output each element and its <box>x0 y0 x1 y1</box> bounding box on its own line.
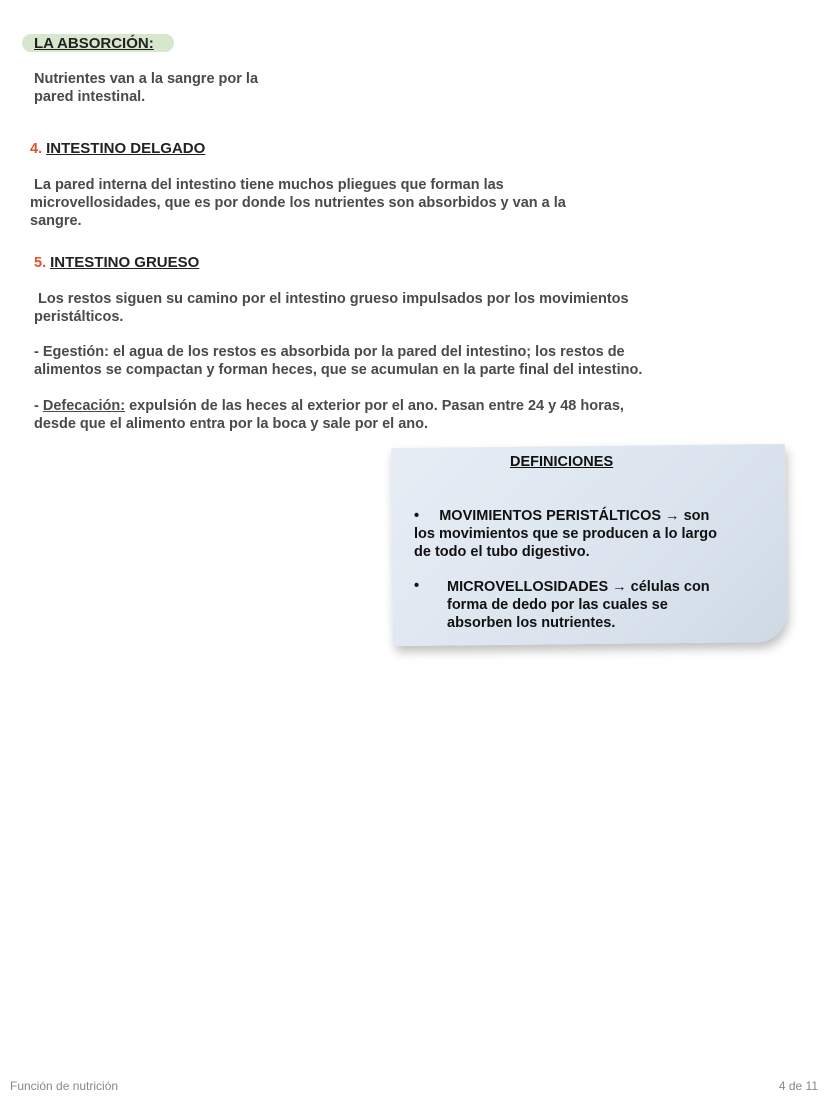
defecacion-text <box>34 397 624 433</box>
text-line: pared intestinal. <box>34 89 146 105</box>
egestion-text <box>34 343 642 379</box>
text-line: microvellosidades, que es por donde los nutrientes son absorbidos y van a la <box>30 195 566 211</box>
text-line: - Egestión: el agua de los restos es absorbida por la pared del intestino; los restos de <box>34 344 625 360</box>
section-number: 4. <box>30 141 43 157</box>
dash: - <box>34 398 43 414</box>
definition-item-2 <box>414 578 710 632</box>
page-number: 4 de 11 <box>778 1079 818 1093</box>
text-line <box>34 397 624 415</box>
absorcion-text <box>34 70 258 106</box>
text-line: forma de dedo por las cuales se <box>447 597 668 613</box>
delgado-heading <box>30 140 205 157</box>
definitions-title: DEFINICIONES <box>510 454 614 470</box>
text-line: alimentos se compactan y forman heces, que se acumulan en la parte final del intestino. <box>34 362 643 378</box>
text-line: peristálticos. <box>34 309 124 325</box>
text-line: La pared interna del intestino tiene muchos pliegues que forman las <box>34 177 504 193</box>
text-line: • MOVIMIENTOS PERISTÁLTICOS → son <box>414 508 710 524</box>
footer-title: Función de nutrición <box>10 1079 119 1093</box>
section-number: 5. <box>34 255 47 271</box>
absorcion-heading: LA ABSORCIÓN: <box>34 35 154 52</box>
text-line: de todo el tubo digestivo. <box>414 544 590 560</box>
delgado-text <box>30 176 566 230</box>
text-line: absorben los nutrientes. <box>447 615 616 631</box>
text-line: sangre. <box>30 213 82 229</box>
text-line: Nutrientes van a la sangre por la <box>34 71 259 87</box>
text-line: Los restos siguen su camino por el intestino grueso impulsados por los movimientos <box>38 291 629 307</box>
grueso-text <box>34 290 629 326</box>
grueso-heading <box>34 254 199 271</box>
section-title: INTESTINO DELGADO <box>46 140 206 157</box>
bullet: • <box>414 578 420 594</box>
text-line: los movimientos que se producen a lo largo <box>414 526 717 542</box>
section-title: INTESTINO GRUESO <box>50 254 200 271</box>
definition-item-1 <box>414 507 717 561</box>
definition: expulsión de las heces al exterior por el ano. Pasan entre 24 y 48 horas, <box>125 398 624 414</box>
text-line: MICROVELLOSIDADES → células con <box>447 579 710 595</box>
term: Defecación: <box>42 398 126 414</box>
text-line: desde que el alimento entra por la boca y sale por el ano. <box>34 416 429 432</box>
